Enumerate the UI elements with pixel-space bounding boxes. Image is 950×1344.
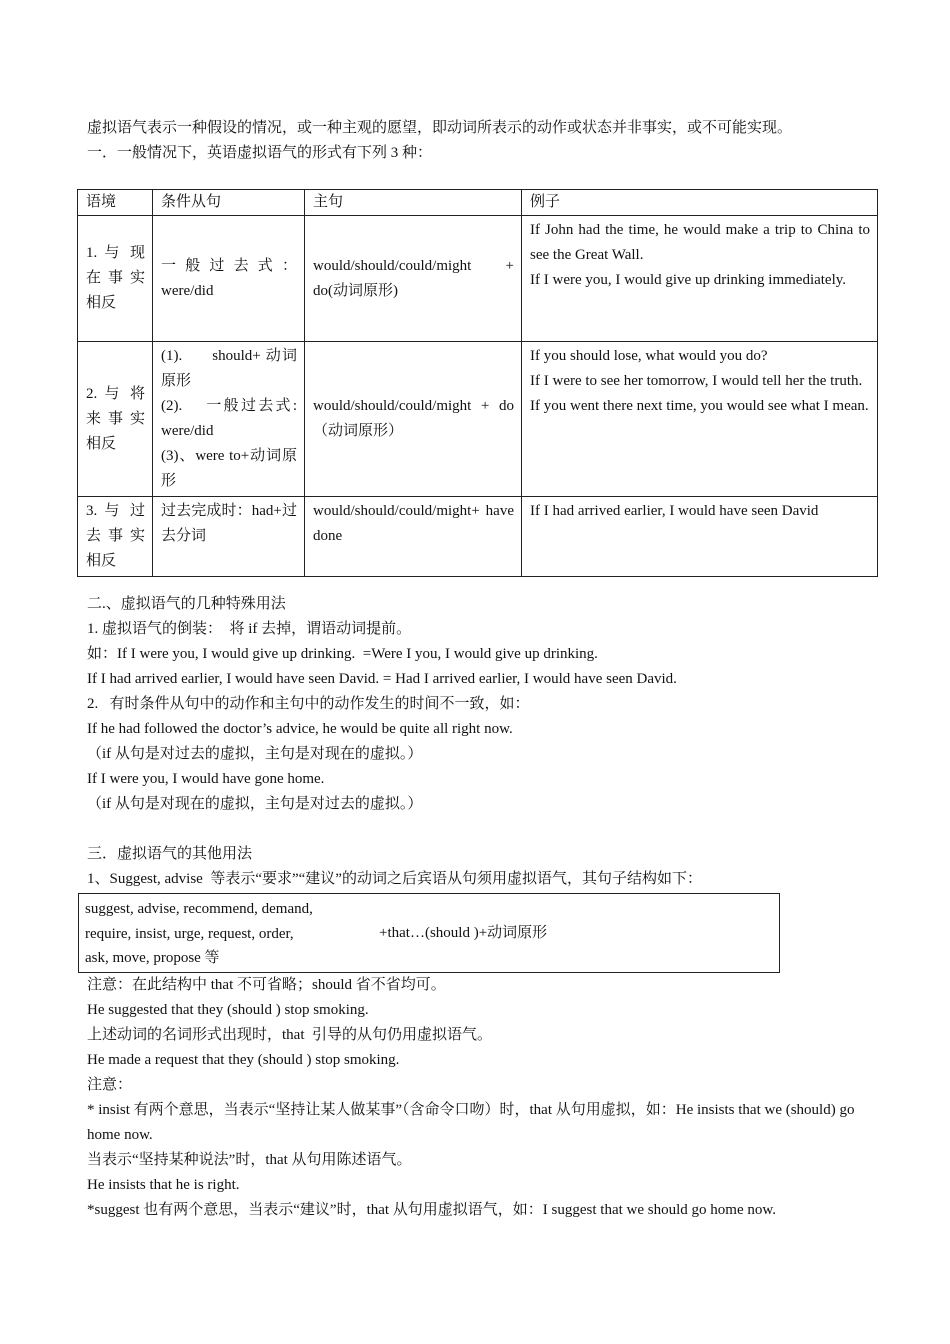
condition-cell [153,216,305,342]
paragraph-line: If he had followed the doctor’s advice, he would be quite all right now. [87,721,513,737]
table-row [78,497,878,577]
example-cell [522,216,878,342]
condition-text: 过去完成时：had+过去分词 [161,503,297,544]
section-special-usages [87,592,877,817]
example-sentence: If John had the time, he would make a trip to China to see the Great Wall. [530,222,870,263]
box-line: suggest, advise, recommend, demand, [85,901,313,917]
table-header-cell: 语境 [78,190,153,216]
verb-structure-box [78,893,780,973]
condition-text: (2). 一般过去式: were/did [161,398,301,439]
main-clause-cell: would/should/could/might + do(动词原形) [305,216,522,342]
table-row [78,216,878,342]
context-cell: 1. 与 现 在 事 实 相反 [78,216,153,342]
paragraph-line: He suggested that they (should ) stop smoking. [87,1002,369,1018]
table-row [78,342,878,497]
paragraph-line: If I had arrived earlier, I would have seen David. = Had I arrived earlier, I would have seen David. [87,671,677,687]
table-header-cell: 例子 [522,190,878,216]
condition-text: 一 般 过 去 式 ： were/did [161,257,297,299]
paragraph-line: （if 从句是对过去的虚拟，主句是对现在的虚拟。） [87,746,423,762]
section-title: 二.、虚拟语气的几种特殊用法 [87,596,286,612]
box-line: require, insist, urge, request, order, [85,925,294,942]
paragraph-line: （if 从句是对现在的虚拟，主句是对过去的虚拟。） [87,796,423,812]
section-title: 三．虚拟语气的其他用法 [87,846,253,862]
main-clause-cell: would/should/could/might + do（动词原形） [305,342,522,497]
main-clause-cell: would/should/could/might+ have done [305,497,522,577]
table-header-cell: 主句 [305,190,522,216]
intro-line-1: 虚拟语气表示一种假设的情况，或一种主观的愿望，即动词所表示的动作或状态并非事实，或不可能实现。 [87,120,793,136]
paragraph-line: 如：If I were you, I would give up drinking. =Were I you, I would give up drinking. [87,646,598,662]
context-cell: 2. 与 将 来 事 实 相反 [78,342,153,497]
paragraph-line: 注意：在此结构中 that 不可省略；should 省不省均可。 [87,977,446,993]
condition-cell [153,342,305,497]
example-sentence: If I were to see her tomorrow, I would tell her the truth. [530,373,863,389]
paragraph-line: *suggest 也有两个意思，当表示“建议”时，that 从句用虚拟语气，如：I suggest that we should go home now. [87,1202,776,1218]
paragraph-line: He insists that he is right. [87,1177,240,1193]
example-cell [522,497,878,577]
example-sentence: If I were you, I would give up drinking immediately. [530,272,847,288]
intro [87,116,877,166]
paragraph-line: If I were you, I would have gone home. [87,771,325,787]
example-cell [522,342,878,497]
paragraph-line: 注意： [87,1077,133,1093]
paragraph-line: 当表示“坚持某种说法”时，that 从句用陈述语气。 [87,1152,412,1168]
paragraph-line: 1. 虚拟语气的倒装： 将 if 去掉，谓语动词提前。 [87,621,412,637]
paragraph-line: 上述动词的名词形式出现时，that 引导的从句仍用虚拟语气。 [87,1027,492,1043]
box-line: ask, move, propose 等 [85,950,220,966]
table-header-row [78,190,878,216]
intro-line-2: 一．一般情况下，英语虚拟语气的形式有下列 3 种： [87,145,433,161]
example-sentence: If you should lose, what would you do? [530,348,768,364]
structure-formula: +that…(should )+动词原形 [379,925,548,941]
condition-cell [153,497,305,577]
condition-text: (3)、were to+动词原形 [161,448,297,489]
context-cell: 3. 与 过 去 事 实 相反 [78,497,153,577]
subjunctive-forms-table [77,189,878,577]
example-sentence: If you went there next time, you would see what I mean. [530,398,869,414]
section-other-usages [87,842,877,1223]
paragraph-line: * insist 有两个意思，当表示“坚持让某人做某事”（含命令口吻）时，that 从句用虚拟，如：He insists that we (should) go home now. [87,1102,855,1143]
paragraph-line: 2. 有时条件从句中的动作和主句中的动作发生的时间不一致，如： [87,696,530,712]
condition-text: (1). should+ 动词原形 [161,348,297,389]
table-header-cell: 条件从句 [153,190,305,216]
example-sentence: If I had arrived earlier, I would have seen David [530,503,819,519]
paragraph-line: He made a request that they (should ) stop smoking. [87,1052,400,1068]
paragraph-line: 1、Suggest, advise 等表示“要求”“建议”的动词之后宾语从句须用虚拟语气，其句子结构如下： [87,871,702,887]
